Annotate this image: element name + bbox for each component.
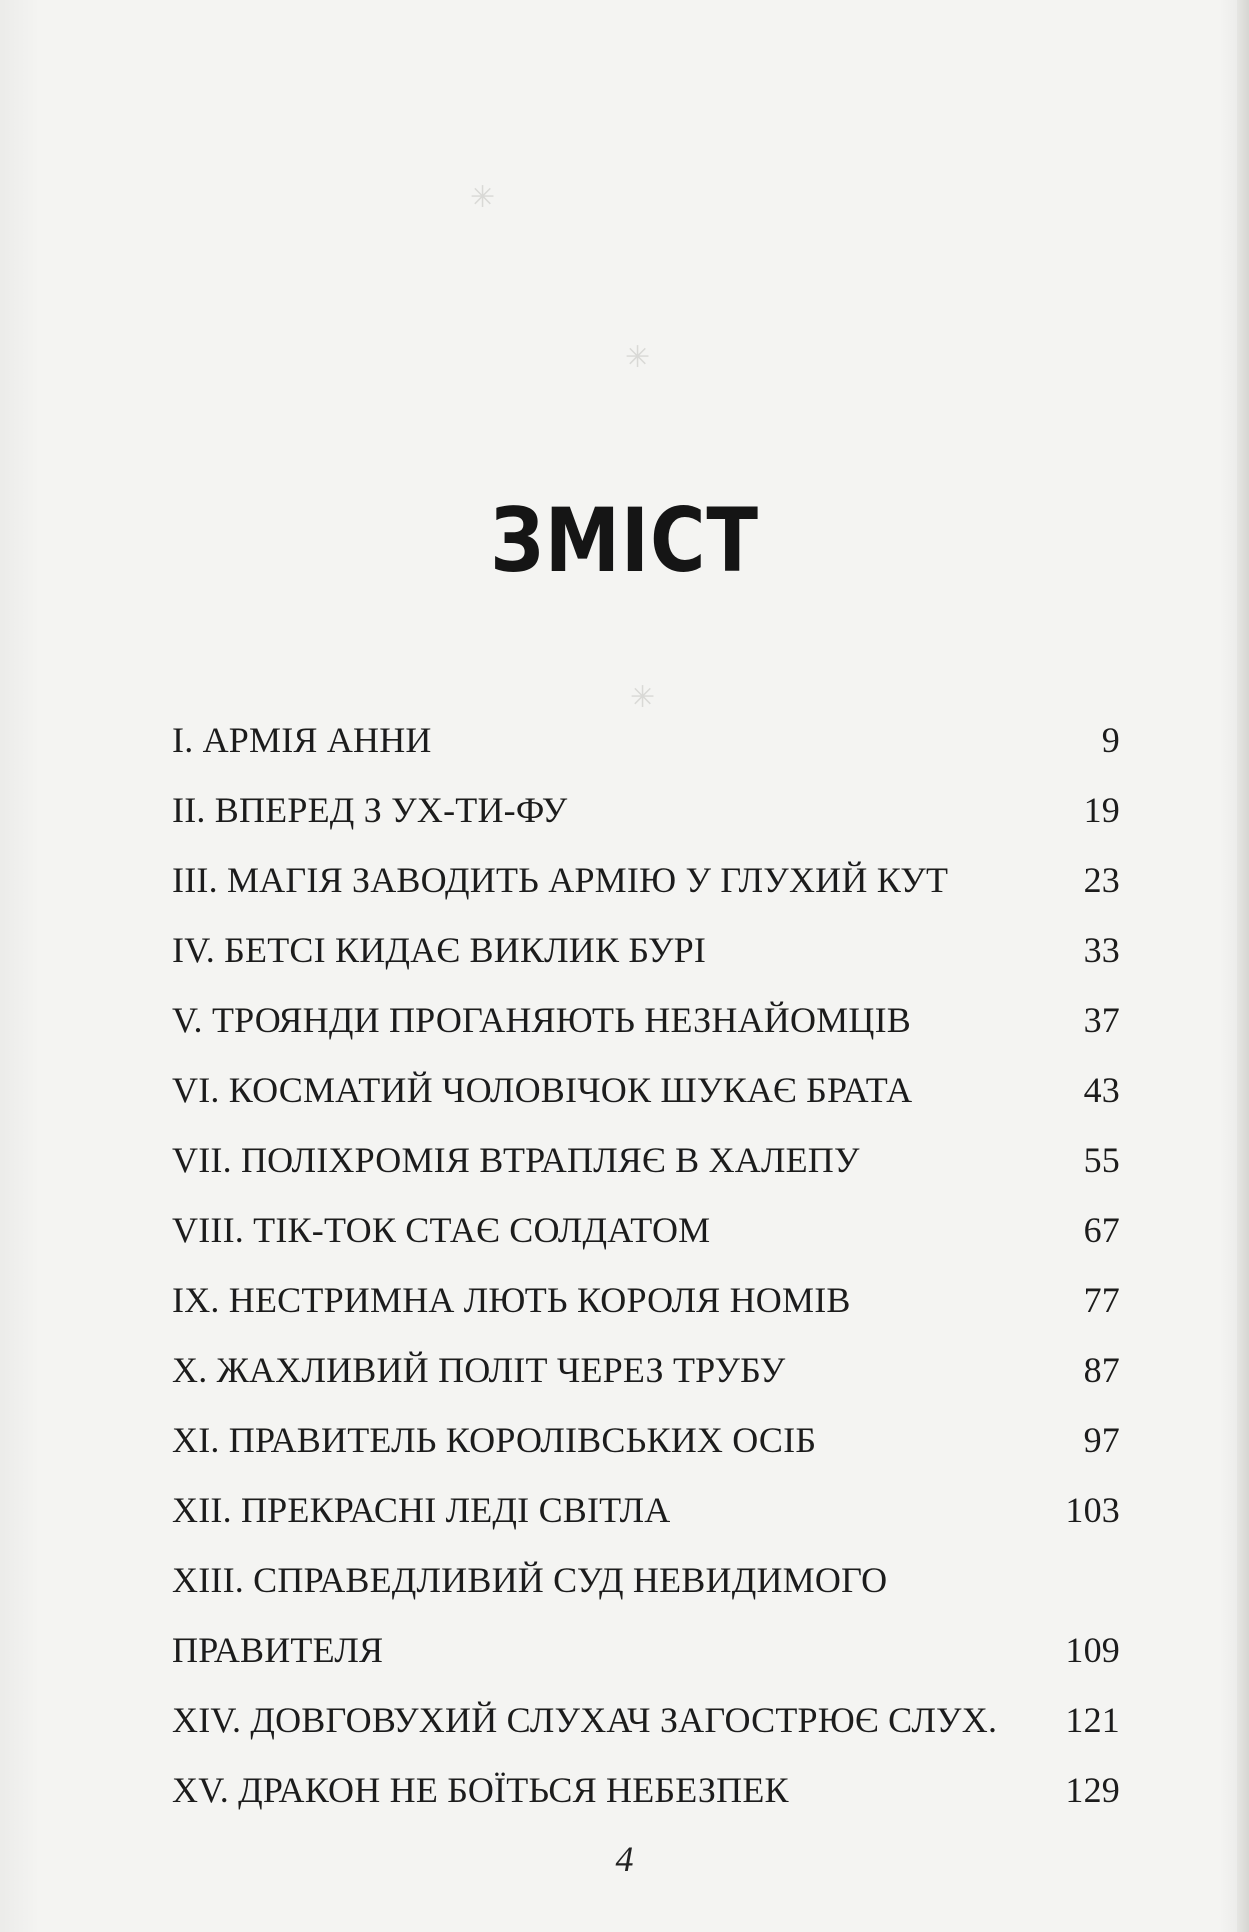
toc-entry-title: III. МАГІЯ ЗАВОДИТЬ АРМІЮ У ГЛУХИЙ КУТ [172,860,949,900]
toc-entry-title: I. АРМІЯ АННИ [172,720,432,760]
toc-entry-title: X. ЖАХЛИВИЙ ПОЛІТ ЧЕРЕЗ ТРУБУ [172,1350,786,1390]
toc-entry-title: IV. БЕТСІ КИДАЄ ВИКЛИК БУРІ [172,930,707,970]
toc-entry [172,790,1120,860]
toc-entry [172,1280,1120,1350]
toc-entry [172,930,1120,1000]
toc-entry-page: 103 [1065,1490,1120,1530]
page-number: 4 [615,1839,634,1879]
toc-entry-title: XIV. ДОВГОВУХИЙ СЛУХАЧ ЗАГОСТРЮЄ СЛУХ. [172,1700,998,1740]
toc-entry-title-continued: ПРАВИТЕЛЯ [172,1630,384,1670]
toc-entry [172,720,1120,790]
toc-entry-page: 43 [1083,1070,1120,1110]
show-through-decoration: ✳ [470,181,496,214]
toc-entry-first-line [172,1560,1120,1630]
toc-entry [172,1700,1120,1770]
toc-entry [172,1420,1120,1490]
table-of-contents [172,720,1120,1840]
page-edge [1237,0,1249,1932]
toc-entry-title: II. ВПЕРЕД З УХ-ТИ-ФУ [172,790,568,830]
toc-entry-title: VI. КОСМАТИЙ ЧОЛОВІЧОК ШУКАЄ БРАТА [172,1070,913,1110]
toc-entry-title: V. ТРОЯНДИ ПРОГАНЯЮТЬ НЕЗНАЙОМЦІВ [172,1000,911,1040]
toc-entry-second-line [172,1630,1120,1700]
toc-entry-page: 121 [1065,1700,1120,1740]
toc-entry-page: 33 [1083,930,1120,970]
toc-entry [172,1490,1120,1560]
toc-entry-page: 37 [1083,1000,1120,1040]
toc-entry-title: VII. ПОЛІХРОМІЯ ВТРАПЛЯЄ В ХАЛЕПУ [172,1140,860,1180]
toc-entry [172,1000,1120,1070]
toc-entry-title: XIII. СПРАВЕДЛИВИЙ СУД НЕВИДИМОГО [172,1560,888,1600]
toc-entry-title: VIII. ТІК-ТОК СТАЄ СОЛДАТОМ [172,1210,711,1250]
toc-entry-page: 77 [1083,1280,1120,1320]
toc-entry-title: XI. ПРАВИТЕЛЬ КОРОЛІВСЬКИХ ОСІБ [172,1420,817,1460]
toc-entry-title: XII. ПРЕКРАСНІ ЛЕДІ СВІТЛА [172,1490,671,1530]
toc-entry [172,1770,1120,1840]
toc-entry [172,1350,1120,1420]
page-title: ЗМІСТ [490,488,759,592]
toc-entry-page: 19 [1083,790,1120,830]
toc-entry-title: IX. НЕСТРИМНА ЛЮТЬ КОРОЛЯ НОМІВ [172,1280,851,1320]
toc-entry [172,860,1120,930]
toc-entry [172,1560,1120,1700]
toc-entry-page: 87 [1083,1350,1120,1390]
toc-entry-page: 55 [1083,1140,1120,1180]
show-through-decoration: ✳ [625,341,651,374]
toc-entry-page: 67 [1083,1210,1120,1250]
toc-entry-page: 9 [1101,720,1120,760]
toc-entry-title: XV. ДРАКОН НЕ БОЇТЬСЯ НЕБЕЗПЕК [172,1770,789,1810]
toc-entry-page: 109 [1065,1630,1120,1670]
toc-entry [172,1210,1120,1280]
toc-entry-page: 97 [1083,1420,1120,1460]
toc-entry-page: 23 [1083,860,1120,900]
toc-entry [172,1070,1120,1140]
toc-entry [172,1140,1120,1210]
show-through-decoration: ✳ [630,681,656,714]
toc-entry-page: 129 [1065,1770,1120,1810]
